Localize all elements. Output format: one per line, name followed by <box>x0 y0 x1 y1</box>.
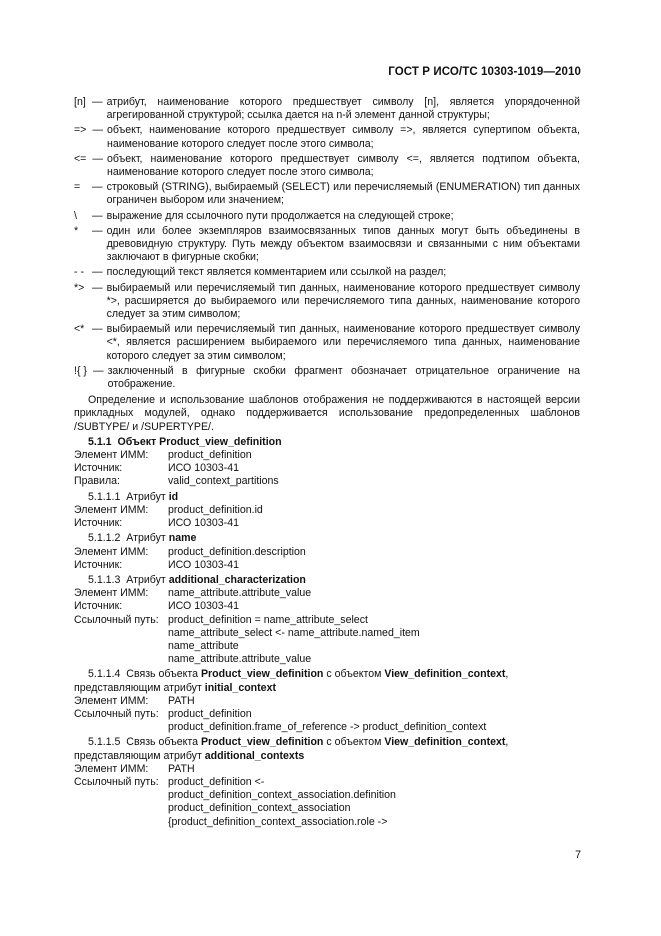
attribute-name: name <box>168 532 197 545</box>
notation-description: последующий текст является комментарием или ссылкой на раздел; <box>106 266 447 279</box>
source-row <box>74 600 580 613</box>
source-label: Источник: <box>74 558 123 571</box>
section-number: 5.1.1.3 <box>88 573 121 586</box>
link-word: Связь объекта <box>126 736 199 749</box>
notation-description: атрибут, наименование которого предшествует символу [n], является упорядоченной агрегированной структурой; ссылка дается на n-й элемент данной структуры; <box>106 96 580 122</box>
notation-symbol: => <box>74 124 87 137</box>
em-dash: — <box>92 266 103 279</box>
source-value: ИСО 10303-41 <box>168 462 239 475</box>
intro-paragraph: Определение и использование шаблонов отображения не поддерживаются в настоящей версии прикладных модулей, однако поддерживается использование предопределенных шаблонов /SUBTYPE/ и /SUPERTYPE/. <box>74 394 580 433</box>
notation-definition <box>74 153 580 179</box>
notation-symbol: [n] <box>74 96 86 108</box>
path-label: Ссылочный путь: <box>74 613 159 626</box>
source-value: ИСО 10303-41 <box>168 600 239 613</box>
rules-row <box>74 475 580 488</box>
with-object-word: с объектом <box>326 668 382 681</box>
notation-description: выбираемый или перечисляемый тип данных, наименование которого предшествует символу <*, является расширением выбираемого или перечисляемого типа данных, наименование которого следует за этим символом; <box>106 323 580 362</box>
notation-definition <box>74 282 580 322</box>
attribute-name: initial_context <box>204 681 276 694</box>
section-number: 5.1.1.4 <box>88 668 121 681</box>
section-number: 5.1.1.2 <box>88 532 121 545</box>
notation-symbol: <* <box>74 323 85 336</box>
path-label: Ссылочный путь: <box>74 707 159 720</box>
notation-definition <box>74 323 580 363</box>
source-label: Источник: <box>74 600 123 613</box>
source-object-name: Product_view_definition <box>200 736 324 749</box>
path-line: {product_definition_context_association.role -> <box>168 815 388 828</box>
section-5-1-1-4-heading <box>74 668 580 694</box>
imm-value: PATH <box>168 762 195 775</box>
imm-label: Элемент ИММ: <box>74 587 149 600</box>
imm-row <box>74 504 580 517</box>
em-dash: — <box>92 323 103 336</box>
source-row <box>74 517 580 530</box>
representing-word: , представляющим атрибут <box>74 668 509 694</box>
path-line: product_definition_context_association.definition <box>168 789 396 802</box>
path-line: product_definition.frame_of_reference -> product_definition_context <box>168 721 487 734</box>
attribute-word: Атрибут <box>126 573 166 586</box>
notation-description: один или более экземпляров взаимосвязанных типов данных могут быть объединены в древовидную структуру. Путь между объектом взаимосвязи и связанными с ним объектами заключают в фигурные скобки; <box>106 224 580 264</box>
em-dash: — <box>92 181 103 194</box>
attribute-word: Атрибут <box>126 532 166 545</box>
notation-description: строковый (STRING), выбираемый (SELECT) или перечисляемый (ENUMERATION) тип данных ограничен выбором или значением; <box>106 181 580 207</box>
section-5-1-1-1-heading <box>74 491 580 504</box>
imm-value: product_definition <box>168 449 252 462</box>
notation-description: выбираемый или перечисляемый тип данных, наименование которого предшествует символу *>, расширяется до выбираемого или перечисляемого типа данных, наименование которого следует за этим символом; <box>106 281 580 321</box>
attribute-name: additional_characterization <box>168 573 306 586</box>
path-line: product_definition <- <box>168 775 265 788</box>
path-line: product_definition_context_association <box>168 802 351 815</box>
notation-definition <box>74 266 580 279</box>
notation-definition <box>74 96 580 122</box>
source-label: Источник: <box>74 517 123 530</box>
notation-definition <box>74 181 580 207</box>
notation-description: объект, наименование которого предшествует символу =>, является супертипом объекта, наименование которого следует после этого символа; <box>106 124 580 150</box>
notation-description: выражение для ссылочного пути продолжается на следующей строке; <box>106 209 454 222</box>
section-5-1-1-heading <box>74 436 580 449</box>
em-dash: — <box>92 209 103 222</box>
notation-definition <box>74 124 580 150</box>
path-line: name_attribute.attribute_value <box>168 653 312 666</box>
section-number: 5.1.1.1 <box>88 490 121 503</box>
imm-label: Элемент ИММ: <box>74 449 149 462</box>
path-line: product_definition <box>168 707 252 720</box>
source-row <box>74 462 580 475</box>
section-number: 5.1.1.5 <box>88 736 121 749</box>
section-title-prefix: Объект <box>117 435 157 448</box>
section-5-1-1-5-heading <box>74 736 580 762</box>
link-word: Связь объекта <box>126 668 199 681</box>
path-line: name_attribute_select <- name_attribute.named_item <box>168 626 420 639</box>
notation-symbol: * <box>74 224 79 237</box>
notation-symbol: = <box>74 181 81 194</box>
imm-label: Элемент ИММ: <box>74 694 149 707</box>
section-5-1-1-2-heading <box>74 532 580 545</box>
rules-label: Правила: <box>74 475 120 488</box>
notation-definition <box>74 365 580 391</box>
source-row <box>74 559 580 572</box>
imm-row <box>74 546 580 559</box>
source-object-name: Product_view_definition <box>200 668 324 681</box>
notation-definitions <box>74 96 580 391</box>
imm-label: Элемент ИММ: <box>74 762 149 775</box>
path-row <box>74 614 580 627</box>
path-line: product_definition = name_attribute_select <box>168 613 368 626</box>
target-object-name: View_definition_context <box>384 736 506 749</box>
attribute-word: Атрибут <box>126 490 166 503</box>
imm-row <box>74 763 580 776</box>
source-value: ИСО 10303-41 <box>168 558 239 571</box>
notation-definition <box>74 225 580 265</box>
imm-row <box>74 587 580 600</box>
imm-value: PATH <box>168 694 195 707</box>
em-dash: — <box>92 281 103 294</box>
target-object-name: View_definition_context <box>384 668 506 681</box>
em-dash: — <box>92 364 104 377</box>
path-row <box>74 776 580 789</box>
imm-label: Элемент ИММ: <box>74 545 149 558</box>
page-number: 7 <box>575 848 581 861</box>
imm-value: name_attribute.attribute_value <box>168 587 312 600</box>
object-name: Product_view_definition <box>159 435 282 448</box>
path-label: Ссылочный путь: <box>74 775 159 788</box>
representing-word: , представляющим атрибут <box>74 736 509 762</box>
section-number: 5.1.1 <box>88 435 112 448</box>
em-dash: — <box>92 152 103 165</box>
page-content <box>74 96 580 829</box>
notation-symbol: \ <box>74 209 77 222</box>
path-row <box>74 708 580 721</box>
imm-value: product_definition.id <box>168 503 263 516</box>
section-5-1-1-3-heading <box>74 574 580 587</box>
notation-description: заключенный в фигурные скобки фрагмент обозначает отрицательное ограничение на отображение. <box>107 364 580 391</box>
imm-label: Элемент ИММ: <box>74 503 149 516</box>
notation-symbol: - - <box>74 266 84 279</box>
attribute-name: id <box>168 490 179 503</box>
source-value: ИСО 10303-41 <box>168 517 239 530</box>
imm-row <box>74 695 580 708</box>
notation-symbol: *> <box>74 281 85 294</box>
notation-symbol: <= <box>74 152 87 165</box>
imm-value: product_definition.description <box>168 545 306 558</box>
em-dash: — <box>92 96 103 108</box>
rules-value: valid_context_partitions <box>168 475 279 488</box>
imm-row <box>74 449 580 462</box>
attribute-name: additional_contexts <box>204 749 305 762</box>
document-header: ГОСТ Р ИСО/ТС 10303-1019—2010 <box>388 66 581 78</box>
em-dash: — <box>92 124 103 137</box>
em-dash: — <box>92 224 103 237</box>
notation-definition <box>74 210 580 223</box>
source-label: Источник: <box>74 462 123 475</box>
path-line: name_attribute <box>168 639 239 652</box>
with-object-word: с объектом <box>326 736 382 749</box>
notation-symbol: !{ } <box>74 364 87 377</box>
notation-description: объект, наименование которого предшествует символу <=, является подтипом объекта, наименование которого следует после этого символа; <box>106 152 580 179</box>
